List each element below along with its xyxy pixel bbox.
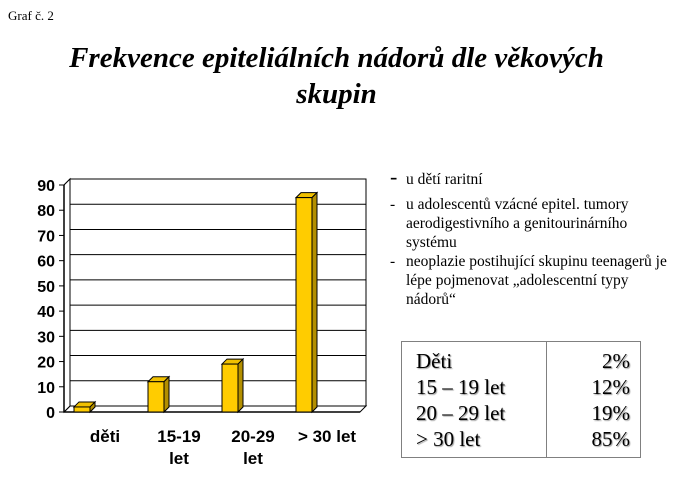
x-tick-label: 15-19	[157, 427, 201, 446]
y-tick-label: 10	[37, 379, 55, 397]
note-item	[390, 195, 670, 252]
x-tick-label: děti	[89, 427, 121, 446]
note-text: u adolescentů vzácné epitel. tumory aerodigestivního a genitourinárního systému	[406, 196, 629, 251]
table-row	[402, 400, 642, 426]
table-row-label: > 30 let	[416, 427, 481, 451]
y-tick-label: 50	[37, 278, 55, 296]
table-row	[402, 426, 642, 452]
table-row-value: 19%	[591, 401, 630, 425]
table-row	[402, 374, 642, 400]
note-dash: -	[390, 253, 396, 270]
note-item	[390, 252, 670, 309]
y-tick-label: 90	[37, 178, 55, 195]
y-tick-label: 70	[37, 228, 55, 246]
bar-side	[164, 377, 169, 412]
x-tick-label: let	[243, 449, 263, 468]
plot-side-wall	[64, 179, 70, 412]
table-row-value: 2%	[602, 349, 630, 373]
table-row	[402, 348, 642, 374]
bar	[74, 407, 90, 412]
table-row-value: 12%	[591, 375, 630, 399]
title-line-1: Frekvence epiteliálních nádorů dle věkových	[69, 42, 604, 74]
title-line-2: skupin	[296, 78, 377, 110]
figure-caption: Graf č. 2	[8, 8, 54, 23]
bar	[222, 364, 238, 412]
plot-floor	[64, 406, 366, 412]
y-tick-label: 40	[37, 304, 55, 322]
y-tick-label: 30	[37, 329, 55, 347]
bar-side	[238, 359, 243, 412]
x-tick-label: > 30 let	[297, 427, 357, 446]
y-tick-label: 20	[37, 354, 55, 372]
table-row-label: Děti	[416, 349, 453, 373]
plot-back-wall	[70, 179, 366, 406]
bar-side	[312, 193, 317, 412]
notes-list	[390, 164, 670, 309]
bar	[148, 382, 164, 412]
percentage-table	[401, 341, 641, 458]
bar	[296, 198, 312, 412]
note-dash: -	[390, 164, 398, 189]
note-text: neoplazie postihující skupinu teenagerů je lépe pojmenovat „adolescentní typy nádorů“	[406, 253, 667, 308]
table-row-label: 15 – 19 let	[416, 375, 506, 399]
y-tick-label: 0	[46, 405, 55, 422]
y-tick-label: 80	[37, 203, 55, 221]
table-row-value: 85%	[591, 427, 630, 451]
note-dash: -	[390, 196, 396, 213]
x-tick-label: let	[169, 449, 189, 468]
y-tick-label: 60	[37, 253, 55, 271]
x-tick-label: 20-29	[231, 427, 275, 446]
note-text: u dětí raritní	[406, 171, 483, 188]
table-row-label: 20 – 29 let	[416, 401, 506, 425]
note-item	[390, 164, 670, 189]
